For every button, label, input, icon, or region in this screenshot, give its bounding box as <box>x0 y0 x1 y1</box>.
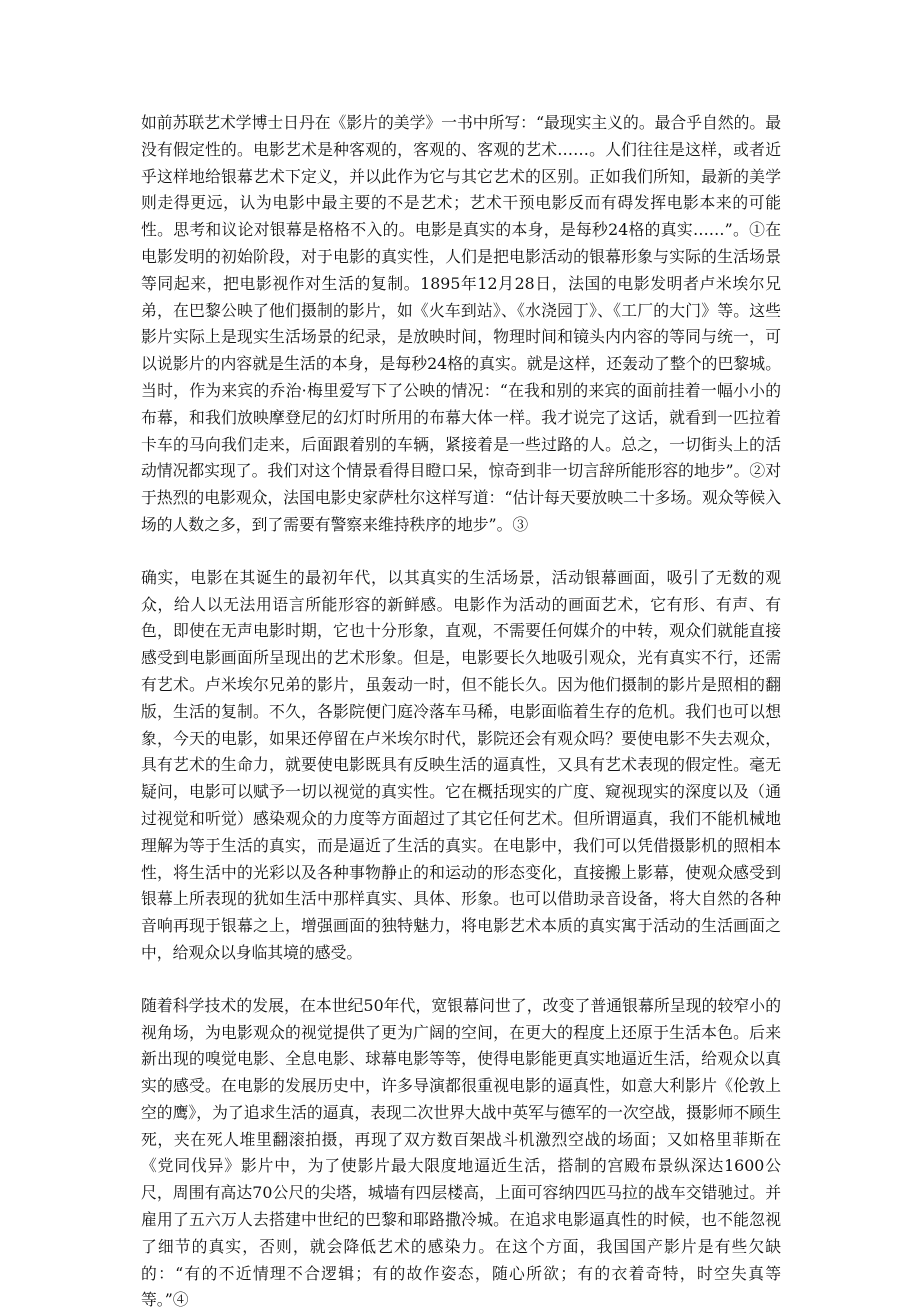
paragraph-2: 确实，电影在其诞生的最初年代，以其真实的生活场景，活动银幕画面，吸引了无数的观众，给人以无法用语言所能形容的新鲜感。电影作为活动的画面艺术，它有形、有声、有色，即使在无声电影时期，它也十分形象，直观，不需要任何媒介的中转，观众们就能直接感受到电影画面所呈现出的艺术形象。但是，电影要长久地吸引观众，光有真实不行，还需有艺术。卢米埃尔兄弟的影片，虽轰动一时，但不能长久。因为他们摄制的影片是照相的翻版，生活的复制。不久，各影院便门庭冷落车马稀，电影面临着生存的危机。我们也可以想象，今天的电影，如果还停留在卢米埃尔时代，影院还会有观众吗？要使电影不失去观众，具有艺术的生命力，就要使电影既具有反映生活的逼真性，又具有艺术表现的假定性。毫无疑问，电影可以赋予一切以视觉的真实性。它在概括现实的广度、窥视现实的深度以及（通过视觉和听觉）感染观众的力度等方面超过了其它任何艺术。但所谓逼真，我们不能机械地理解为等于生活的真实，而是逼近了生活的真实。在电影中，我们可以凭借摄影机的照相本性，将生活中的光彩以及各种事物静止的和运动的形态变化，直接搬上影幕，使观众感受到银幕上所表现的犹如生活中那样真实、具体、形象。也可以借助录音设备，将大自然的各种音响再现于银幕之上，增强画面的独特魅力，将电影艺术本质的真实寓于活动的生活画面之中，给观众以身临其境的感受。 <box>141 567 781 962</box>
paragraph-1: 如前苏联艺术学博士日丹在《影片的美学》一书中所写：“最现实主义的。最合乎自然的。最没有假定性的。电影艺术是种客观的，客观的、客观的艺术……。人们往往是这样，或者近乎这样地给银幕艺术下定义，并以此作为它与其它艺术的区别。正如我们所知，最新的美学则走得更远，认为电影中最主要的不是艺术；艺术干预电影反而有碍发挥电影本来的可能性。思考和议论对银幕是格格不入的。电影是真实的本身，是每秒24格的真实……”。①在电影发明的初始阶段，对于电影的真实性，人们是把电影活动的银幕形象与实际的生活场景等同起来，把电影视作对生活的复制。1895年12月28日，法国的电影发明者卢米埃尔兄弟，在巴黎公映了他们摄制的影片，如《火车到站》、《水浇园丁》、《工厂的大门》等。这些影片实际上是现实生活场景的纪录，是放映时间，物理时间和镜头内内容的等同与统一，可以说影片的内容就是生活的本身，是每秒24格的真实。就是这样，还轰动了整个的巴黎城。当时，作为来宾的乔治·梅里爱写下了公映的情况：“在我和别的来宾的面前挂着一幅小小的布幕，和我们放映摩登尼的幻灯时所用的布幕大体一样。我才说完了这话，就看到一匹拉着卡车的马向我们走来，后面跟着别的车辆，紧接着是一些过路的人。总之，一切街头上的活动情况都实现了。我们对这个情景看得目瞪口呆，惊奇到非一切言辞所能形容的地步”。②对于热烈的电影观众，法国电影史家萨杜尔这样写道：“估计每天要放映二十多场。观众等候入场的人数之多，到了需要有警察来维持秩序的地步”。③ <box>141 113 781 534</box>
paragraph-3: 随着科学技术的发展，在本世纪50年代，宽银幕问世了，改变了普通银幕所呈现的较窄小的视角场，为电影观众的视觉提供了更为广阔的空间，在更大的程度上还原于生活本色。后来新出现的嗅觉电影、全息电影、球幕电影等等，使得电影能更真实地逼近生活，给观众以真实的感受。在电影的发展历史中，许多导演都很重视电影的逼真性，如意大利影片《伦敦上空的鹰》，为了追求生活的逼真，表现二次世界大战中英军与德军的一次空战，摄影师不顾生死，夹在死人堆里翻滚拍摄，再现了双方数百架战斗机激烈空战的场面；又如格里菲斯在《党同伐异》影片中，为了使影片最大限度地逼近生活，搭制的宫殿布景纵深达1600公尺，周围有高达70公尺的尖塔，城墙有四层楼高，上面可容纳四匹马拉的战车交错驰过。并雇用了五六万人去搭建中世纪的巴黎和耶路撒冷城。在追求电影逼真性的时候，也不能忽视了细节的真实，否则，就会降低艺术的感染力。在这个方面，我国国产影片是有些欠缺的：“有的不近情理不合逻辑；有的故作姿态，随心所欲；有的衣着奇特，时空失真等等。”④ <box>141 995 781 1310</box>
document-body <box>141 110 781 1314</box>
